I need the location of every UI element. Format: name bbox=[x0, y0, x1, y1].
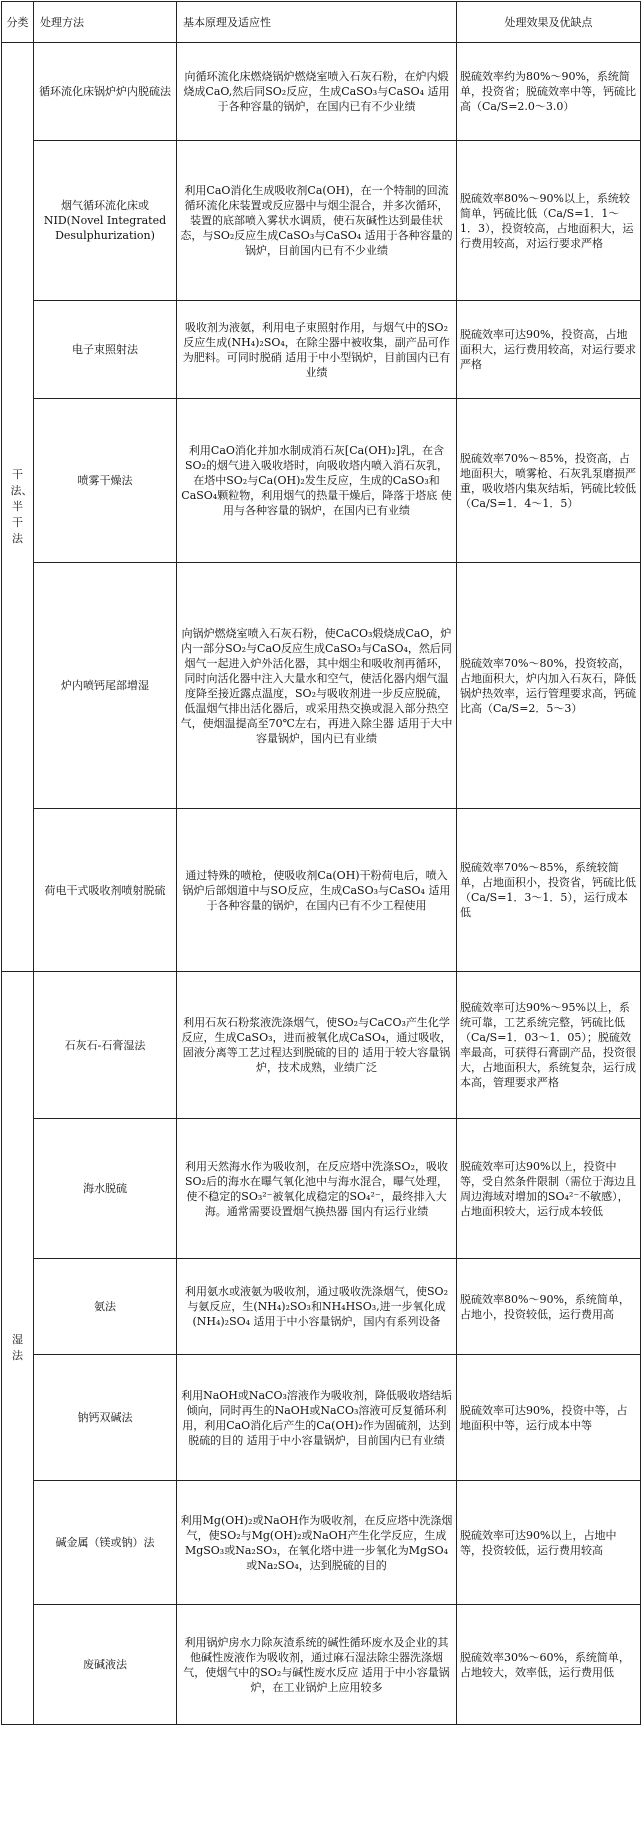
method-cell: 循环流化床锅炉炉内脱硫法 bbox=[34, 43, 177, 141]
effect-cell: 脱硫效率30%～60%，系统简单，占地较大，效率低，运行费用低 bbox=[457, 1605, 641, 1725]
table-row bbox=[2, 809, 641, 972]
method-cell: 废碱液法 bbox=[34, 1605, 177, 1725]
effect-cell: 脱硫效率70%～85%，系统较简单，占地面积小，投资省，钙硫比低（Ca/S=1．3～1．5），运行成本低 bbox=[457, 809, 641, 972]
effect-cell: 脱硫效率约为80%～90%，系统简单，投资省；脱硫效率中等，钙硫比高（Ca/S=2.0～3.0） bbox=[457, 43, 641, 141]
effect-cell: 脱硫效率70%～85%，投资高，占地面积大，喷雾枪、石灰乳泵磨损严重，吸收塔内集灰结垢，钙硫比较低（Ca/S=1．4～1．5） bbox=[457, 399, 641, 563]
effect-cell: 脱硫效率80%～90%，系统简单，占地小，投资较低，运行费用高 bbox=[457, 1259, 641, 1355]
method-cell: 荷电干式吸收剂喷射脱硫 bbox=[34, 809, 177, 972]
category-cell bbox=[2, 972, 34, 1725]
effect-cell: 脱硫效率可达90%以上，占地中等，投资较低，运行费用较高 bbox=[457, 1481, 641, 1605]
desulfurization-methods-table bbox=[1, 1, 641, 1725]
header-effect: 处理效果及优缺点 bbox=[457, 2, 641, 43]
table-row bbox=[2, 399, 641, 563]
method-cell: 石灰石-石膏湿法 bbox=[34, 972, 177, 1119]
effect-cell: 脱硫效率可达90%，投资中等，占地面积中等，运行成本中等 bbox=[457, 1355, 641, 1481]
method-cell: 氨法 bbox=[34, 1259, 177, 1355]
header-category: 分类 bbox=[2, 2, 34, 43]
table-row bbox=[2, 1355, 641, 1481]
method-cell: 炉内喷钙尾部增湿 bbox=[34, 563, 177, 809]
principle-cell: 利用CaO消化并加水制成消石灰[Ca(OH)₂]乳，在含SO₂的烟气进入吸收塔时，向吸收塔内喷入消石灰乳，在塔中SO₂与Ca(OH)₂发生反应，生成的CaSO₃和CaSO₄颗粒物，利用烟气的热量干燥后，降落于塔底 使用与各种容量的锅炉，在国内已有业绩 bbox=[177, 399, 457, 563]
table-row bbox=[2, 972, 641, 1119]
header-principle: 基本原理及适应性 bbox=[177, 2, 457, 43]
principle-cell: 利用NaOH或NaCO₃溶液作为吸收剂，降低吸收塔结垢倾向，同时再生的NaOH或NaCO₃溶液可反复循环利用，利用CaO消化后产生的Ca(OH)₂作为固硫剂，达到脱硫的目的 适用于中小容量锅炉，目前国内已有业绩 bbox=[177, 1355, 457, 1481]
method-cell: 碱金属（镁或钠）法 bbox=[34, 1481, 177, 1605]
category-label: 湿法 bbox=[12, 1333, 23, 1362]
method-cell: 钠钙双碱法 bbox=[34, 1355, 177, 1481]
category-label: 干法、半干法 bbox=[10, 468, 33, 545]
principle-cell: 利用CaO消化生成吸收剂Ca(OH)，在一个特制的回流循环流化床装置或反应器中与烟尘混合，并多次循环，装置的底部喷入雾状水调质，使石灰碱性达到最佳状态，与SO₂反应生成CaSO₃与CaSO₄ 适用于各种容量的锅炉，目前国内已有不少业绩 bbox=[177, 141, 457, 301]
method-cell: 烟气循环流化床或NID(Novel Integrated Desulphurization) bbox=[34, 141, 177, 301]
table-row bbox=[2, 1605, 641, 1725]
table-header-row bbox=[2, 2, 641, 43]
table-row bbox=[2, 301, 641, 399]
effect-cell: 脱硫效率70%～80%，投资较高，占地面积大，炉内加入石灰石，降低锅炉热效率，运行管理要求高，钙硫比高（Ca/S=2．5～3） bbox=[457, 563, 641, 809]
principle-cell: 通过特殊的喷枪，使吸收剂Ca(OH)干粉荷电后，喷入锅炉后部烟道中与SO反应，生成CaSO₃与CaSO₄ 适用于各种容量的锅炉，在国内已有不少工程使用 bbox=[177, 809, 457, 972]
header-method: 处理方法 bbox=[34, 2, 177, 43]
principle-cell: 向循环流化床燃烧锅炉燃烧室喷入石灰石粉，在炉内煅烧成CaO,然后同SO₂反应，生成CaSO₃与CaSO₄ 适用于各种容量的锅炉，在国内已有不少业绩 bbox=[177, 43, 457, 141]
principle-cell: 利用天然海水作为吸收剂，在反应塔中洗涤SO₂，吸收SO₂后的海水在曝气氧化池中与海水混合，曝气处理，使不稳定的SO₃²⁻被氧化成稳定的SO₄²⁻，最终排入大海。通常需要设置烟气换热器 国内有运行业绩 bbox=[177, 1119, 457, 1259]
effect-cell: 脱硫效率可达90%～95%以上，系统可靠，工艺系统完整，钙硫比低（Ca/S=1．03～1．05）；脱硫效率最高，可获得石膏副产品，投资很大，占地面积大，系统复杂，运行成本高，管理要求严格 bbox=[457, 972, 641, 1119]
method-cell: 电子束照射法 bbox=[34, 301, 177, 399]
effect-cell: 脱硫效率可达90%以上，投资中等，受自然条件限制（需位于海边且周边海域对增加的SO₄²⁻不敏感），占地面积较大，运行成本较低 bbox=[457, 1119, 641, 1259]
table-row bbox=[2, 563, 641, 809]
table-row bbox=[2, 141, 641, 301]
table-row bbox=[2, 43, 641, 141]
principle-cell: 向锅炉燃烧室喷入石灰石粉，使CaCO₃煅烧成CaO，炉内一部分SO₂与CaO反应生成CaSO₃与CaSO₄，然后同烟气一起进入炉外活化器，其中烟尘和吸收剂再循环，同时向活化器中注入大量水和空气，使活化器内烟气温度降至接近露点温度，SO₂与吸收剂进一步反应脱硫，低温烟气排出活化器后，或采用热交换或混入部分热空气，使烟温提高至70℃左右，再进入除尘器 适用于大中容量锅炉，国内已有业绩 bbox=[177, 563, 457, 809]
method-cell: 喷雾干燥法 bbox=[34, 399, 177, 563]
category-cell bbox=[2, 43, 34, 972]
effect-cell: 脱硫效率可达90%，投资高，占地面积大，运行费用较高，对运行要求严格 bbox=[457, 301, 641, 399]
principle-cell: 利用Mg(OH)₂或NaOH作为吸收剂，在反应塔中洗涤烟气，使SO₂与Mg(OH)₂或NaOH产生化学反应，生成MgSO₃或Na₂SO₃，在氧化塔中进一步氧化为MgSO₄或Na₂SO₄，达到脱硫的目的 bbox=[177, 1481, 457, 1605]
table-row bbox=[2, 1119, 641, 1259]
effect-cell: 脱硫效率80%～90%以上，系统较简单，钙硫比低（Ca/S=1．1～1．3），投资较高，占地面积大，运行费用较高，对运行要求严格 bbox=[457, 141, 641, 301]
principle-cell: 利用氨水或液氨为吸收剂，通过吸收洗涤烟气，使SO₂与氨反应，生(NH₄)₂SO₃和NH₄HSO₃,进一步氧化成(NH₄)₂SO₄ 适用于中小容量锅炉，国内有系列设备 bbox=[177, 1259, 457, 1355]
table-row bbox=[2, 1481, 641, 1605]
principle-cell: 利用石灰石粉浆液洗涤烟气，使SO₂与CaCO₃产生化学反应，生成CaSO₃，进而被氧化成CaSO₄，通过吸收，固液分离等工艺过程达到脱硫的目的 适用于较大容量锅炉，技术成熟，业绩广泛 bbox=[177, 972, 457, 1119]
principle-cell: 利用锅炉房水力除灰渣系统的碱性循环废水及企业的其他碱性废液作为吸收剂，通过麻石湿法除尘器洗涤烟气，使烟气中的SO₂与碱性废水反应 适用于中小容量锅炉，在工业锅炉上应用较多 bbox=[177, 1605, 457, 1725]
principle-cell: 吸收剂为液氨，利用电子束照射作用，与烟气中的SO₂反应生成(NH₄)₂SO₄，在除尘器中被收集，副产品可作为肥料。可同时脱硝 适用于中小型锅炉，目前国内已有业绩 bbox=[177, 301, 457, 399]
method-cell: 海水脱硫 bbox=[34, 1119, 177, 1259]
table-row bbox=[2, 1259, 641, 1355]
